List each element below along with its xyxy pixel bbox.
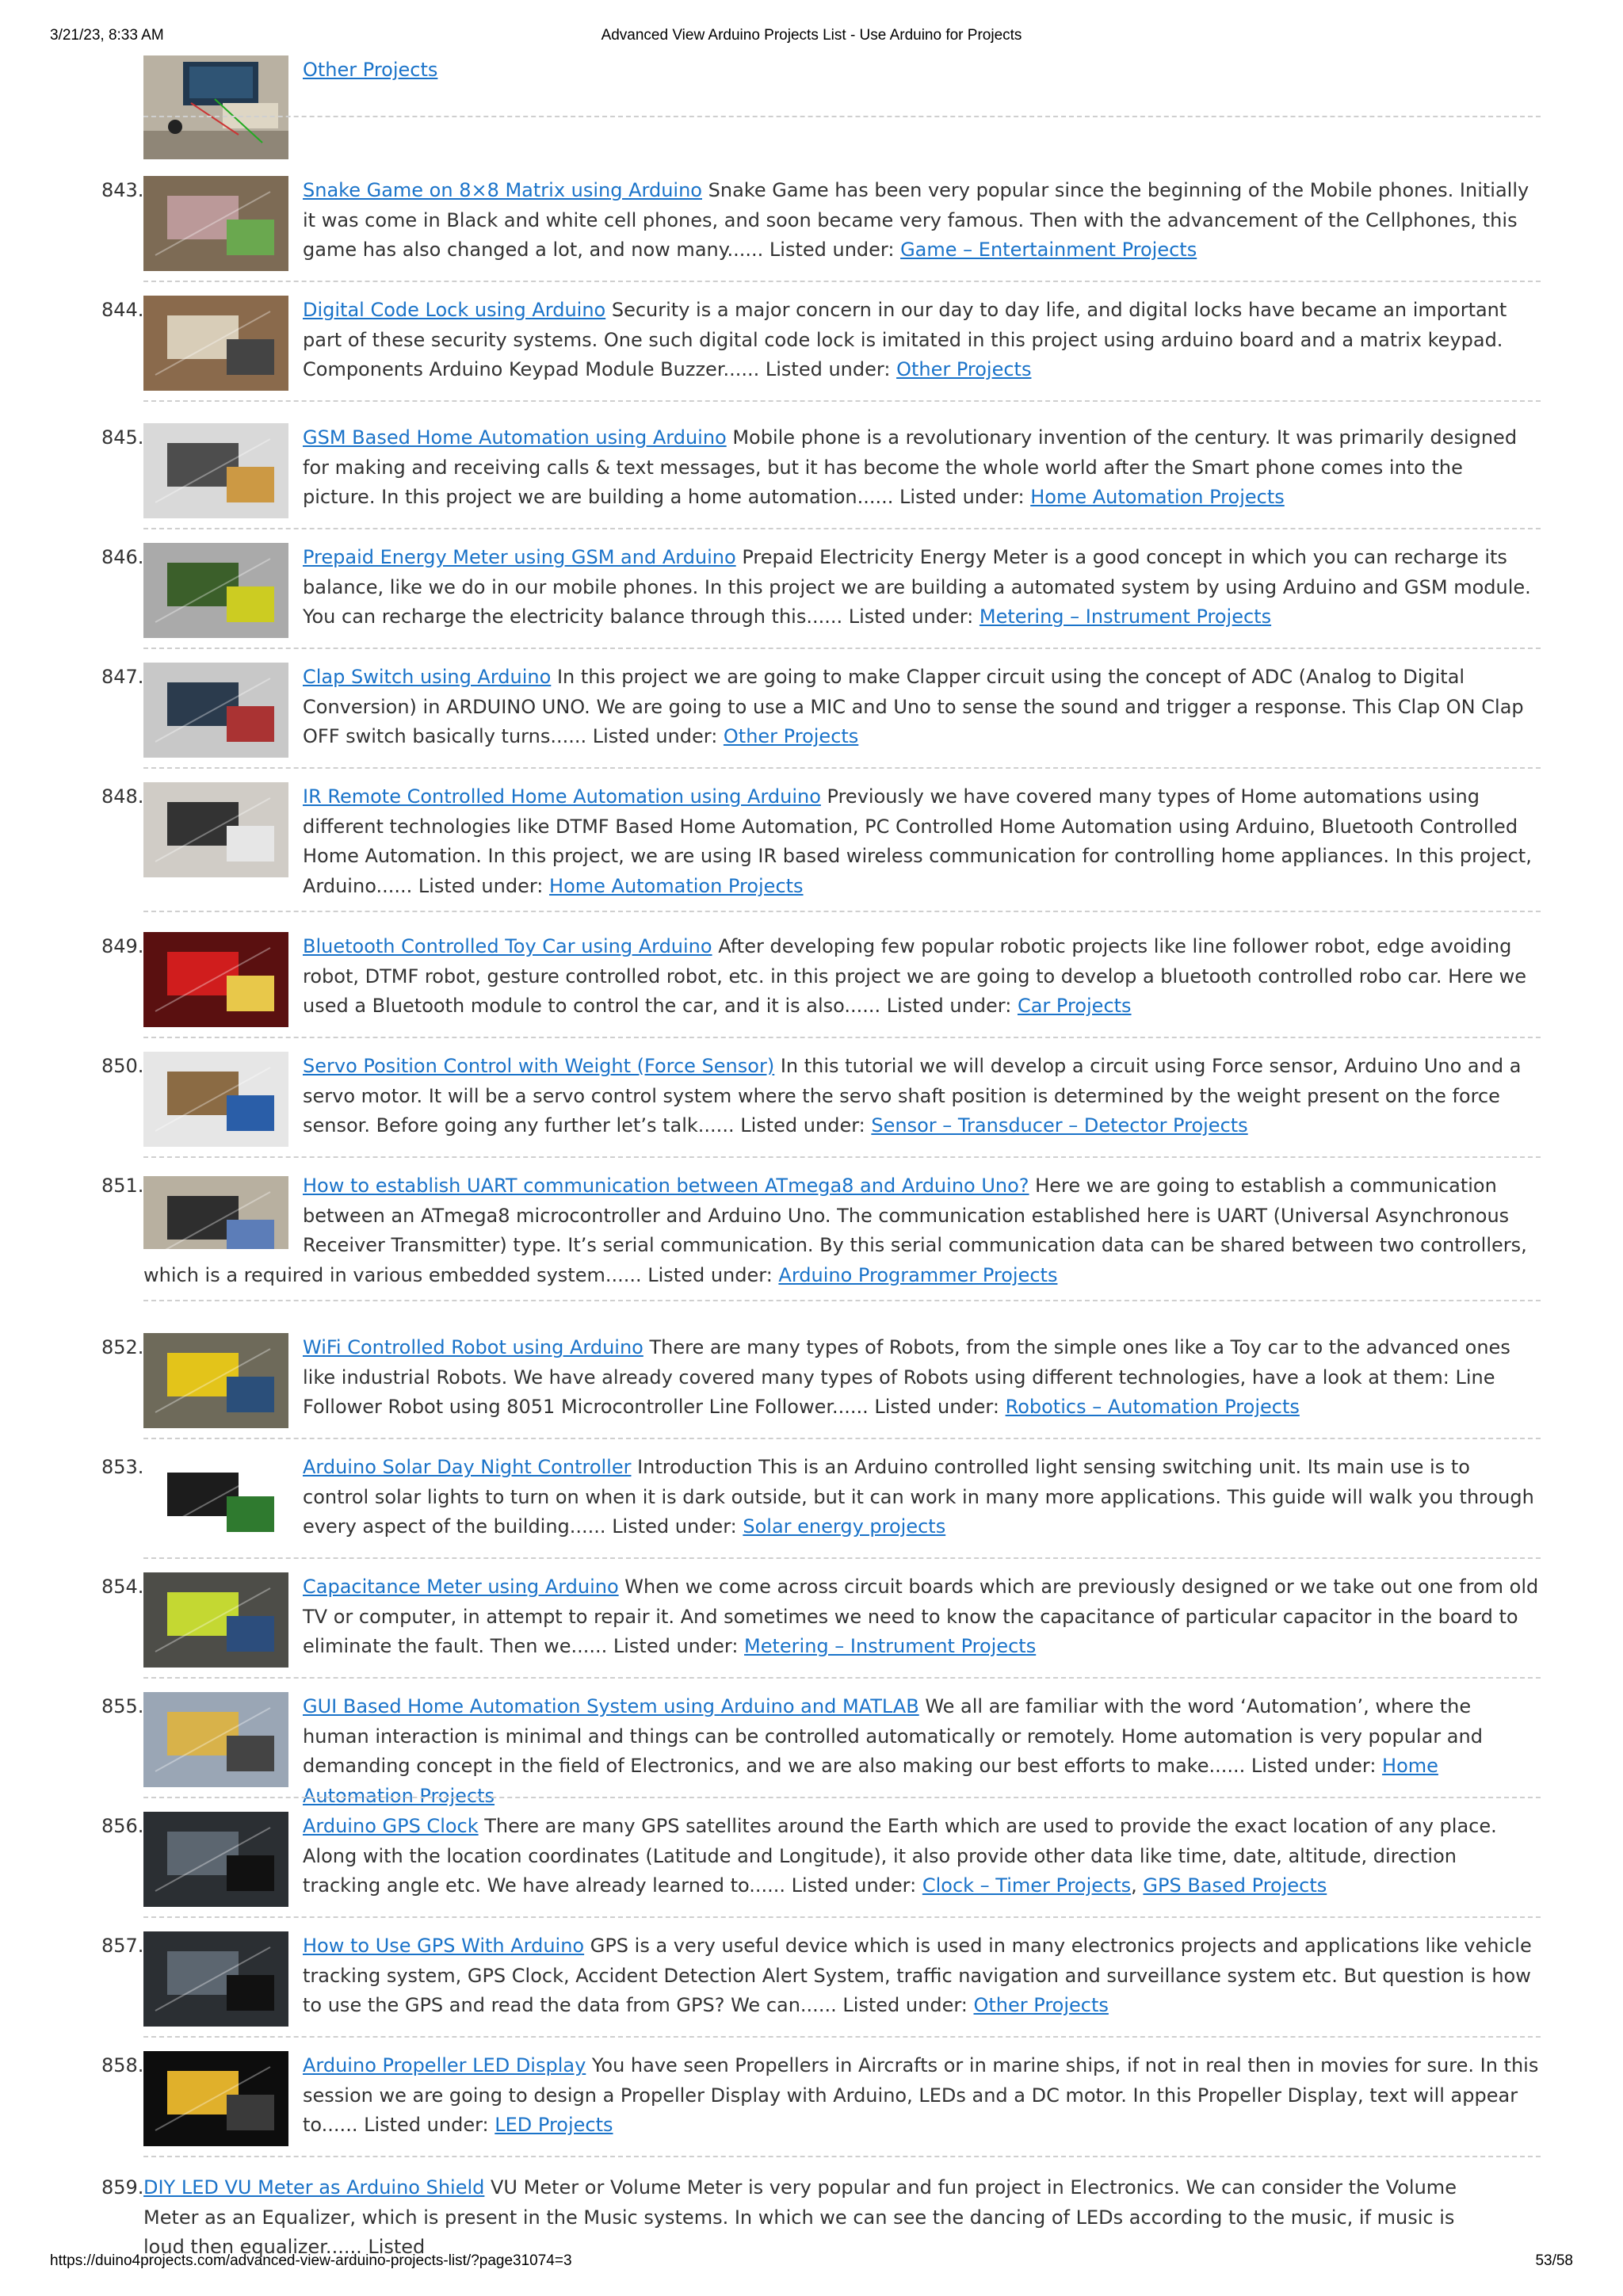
- project-thumbnail[interactable]: [143, 1812, 288, 1907]
- project-summary: There are many types of Robots, from the simple ones like a Toy car to the advanced ones like industrial Robots. We have already covered many types of Robots using different technologies, have a look at them: Line Follower Robot using 8051 Microcontroller Line Follower...... Listed under:: [303, 1336, 1510, 1418]
- project-summary: Here we are going to establish a communication between an ATmega8 microcontroller and Arduino Uno. The communication established here is UART (Universal Asynchronous Receiver Transmitter) type. It’s serial communication. By this serial communication data can be shared between two controllers, which is a required in various embedded system...... Listed under:: [143, 1175, 1527, 1286]
- project-summary: In this project we are going to make Clapper circuit using the concept of ADC (Analog to Digital Conversion) in ARDUINO UNO. We are going to use a MIC and Uno to sense the sound and trigger a response. This Clap ON Clap OFF switch basically turns...... Listed under:: [303, 666, 1524, 747]
- item-number: 859.: [101, 2176, 144, 2199]
- separator: [143, 2036, 1541, 2038]
- separator: [143, 2156, 1541, 2157]
- separator: [143, 767, 1541, 769]
- separator: [143, 1797, 1541, 1798]
- project-thumbnail[interactable]: [143, 1176, 288, 1249]
- project-summary: Snake Game has been very popular since the beginning of the Mobile phones. Initially it was come in Black and white cell phones, and soon became very famous. Then with the advancement of the Cellphones, this game has also changed a lot, and now many...... Listed under:: [303, 179, 1529, 261]
- item-number: 853.: [101, 1456, 144, 1478]
- project-title-link[interactable]: Digital Code Lock using Arduino: [303, 299, 606, 321]
- project-title-link[interactable]: GUI Based Home Automation System using Arduino and MATLAB: [303, 1695, 919, 1717]
- item-number: 851.: [101, 1175, 144, 1197]
- category-link[interactable]: Car Projects: [1017, 995, 1132, 1017]
- item-number: 850.: [101, 1055, 144, 1077]
- project-description: [303, 296, 1539, 385]
- print-footer: [0, 2252, 1623, 2276]
- project-description: [303, 1931, 1539, 2021]
- category-link[interactable]: Other Projects: [896, 358, 1032, 380]
- project-summary: Security is a major concern in our day to day life, and digital locks have became an important part of these security systems. One such digital code lock is imitated in this project using arduino board and a matrix keypad. Components Arduino Keypad Module Buzzer...... Listed under:: [303, 299, 1507, 380]
- separator: [143, 281, 1541, 282]
- project-thumbnail[interactable]: [143, 1692, 288, 1787]
- project-summary: Mobile phone is a revolutionary invention of the century. It was primarily designed for making and receiving calls & text messages, but it has become the whole world after the Smart phone comes into the picture. In this project we are building a home automation...... Listed under:: [303, 426, 1518, 508]
- category-link[interactable]: Metering – Instrument Projects: [744, 1635, 1037, 1657]
- project-thumbnail[interactable]: [143, 1333, 288, 1428]
- project-title-link[interactable]: Arduino Solar Day Night Controller: [303, 1456, 632, 1478]
- category-link[interactable]: Other Projects: [723, 725, 859, 747]
- project-title-link[interactable]: Bluetooth Controlled Toy Car using Arduino: [303, 935, 712, 957]
- project-summary: Introduction This is an Arduino controlled light sensing switching unit. Its main use is to control solar lights to turn on when it is dark outside, but it can work in many more applications. This guide will walk you through every aspect of the building...... Listed under:: [303, 1456, 1534, 1538]
- project-thumbnail[interactable]: [143, 932, 288, 1027]
- item-number: 848.: [101, 785, 144, 808]
- project-title-link[interactable]: Capacitance Meter using Arduino: [303, 1576, 619, 1598]
- project-thumbnail[interactable]: [143, 1572, 288, 1668]
- project-summary: After developing few popular robotic projects like line follower robot, edge avoiding robot, DTMF robot, gesture controlled robot, etc. in this project we are going to develop a bluetooth controlled robo car. Here we used a Bluetooth module to control the car, and it is also...... Listed under:: [303, 935, 1527, 1017]
- project-summary: We all are familiar with the word ‘Automation’, where the human interaction is minimal and things can be controlled automatically or remotely. Home automation is very popular and demanding concept in the field of Electronics, and we are also making our best efforts to make...... Listed under:: [303, 1695, 1483, 1777]
- project-summary: You have seen Propellers in Aircrafts or in marine ships, if not in real then in movies for sure. In this session we are going to design a Propeller Display with Arduino, LEDs and a DC motor. In this Propeller Display, text will appear to...... Listed under:: [303, 2054, 1539, 2136]
- project-title-link[interactable]: Arduino Propeller LED Display: [303, 2054, 586, 2076]
- category-link[interactable]: GPS Based Projects: [1143, 1874, 1327, 1897]
- print-url: https://duino4projects.com/advanced-view-arduino-projects-list/?page31074=3: [50, 2252, 572, 2269]
- category-link[interactable]: Game – Entertainment Projects: [900, 239, 1197, 261]
- item-number: 857.: [101, 1935, 144, 1957]
- project-thumbnail[interactable]: [143, 782, 288, 877]
- project-description: [303, 1692, 1539, 1811]
- project-thumbnail[interactable]: [143, 55, 288, 159]
- separator: [143, 648, 1541, 649]
- category-link[interactable]: Robotics – Automation Projects: [1005, 1396, 1300, 1418]
- project-title-link[interactable]: Snake Game on 8×8 Matrix using Arduino: [303, 179, 702, 201]
- item-number: 855.: [101, 1695, 144, 1717]
- item-number: 854.: [101, 1576, 144, 1598]
- item-number: 846.: [101, 546, 144, 568]
- category-link[interactable]: Metering – Instrument Projects: [979, 606, 1272, 628]
- project-description: [303, 1453, 1539, 1542]
- project-thumbnail[interactable]: [143, 1052, 288, 1147]
- project-description: [303, 176, 1539, 266]
- item-number: 856.: [101, 1815, 144, 1837]
- project-title-link[interactable]: IR Remote Controlled Home Automation using Arduino: [303, 785, 821, 808]
- project-title-link[interactable]: WiFi Controlled Robot using Arduino: [303, 1336, 643, 1358]
- page-number: 53/58: [1535, 2252, 1573, 2269]
- project-description: [303, 1572, 1539, 1662]
- item-number: 849.: [101, 935, 144, 957]
- item-number: 843.: [101, 179, 144, 201]
- project-thumbnail[interactable]: [143, 1453, 288, 1548]
- project-summary: When we come across circuit boards which are previously designed or we take out one from old TV or computer, in attempt to repair it. And sometimes we need to know the capacitance of particular capacitor in the board to eliminate the fault. Then we...... Listed under:: [303, 1576, 1539, 1657]
- item-number: 845.: [101, 426, 144, 449]
- category-link[interactable]: Solar energy projects: [743, 1515, 946, 1538]
- item-number: 844.: [101, 299, 144, 321]
- project-description: [303, 2051, 1539, 2141]
- project-summary: There are many GPS satellites around the Earth which are used to provide the exact location of any place. Along with the location coordinates (Latitude and Longitude), it also provide other data like time, date, altitude, direction tracking angle etc. We have already learned to...... Listed under:: [303, 1815, 1497, 1897]
- project-description: [303, 423, 1539, 513]
- separator: [143, 1300, 1541, 1301]
- project-summary: Prepaid Electricity Energy Meter is a good concept in which you can recharge its balance, like we do in our mobile phones. In this project we are building a automated system by using Arduino and GSM module. You can recharge the electricity balance through this...... Listed under:: [303, 546, 1531, 628]
- project-summary: GPS is a very useful device which is used in many electronics projects and applications like vehicle tracking system, GPS Clock, Accident Detection Alert System, traffic navigation and surveillance system etc. But question is how to use the GPS and read the data from GPS? We can...... Listed under:: [303, 1935, 1532, 2016]
- separator: [143, 911, 1541, 912]
- separator: [143, 1677, 1541, 1679]
- project-description: Arduino GPS Clock There are many GPS satellites around the Earth which are used to provide the exact location of any place. Along with the location coordinates (Latitude and Longitude), it also provide other data like time, date, altitude, direction tracking angle etc. We have already learned to...... Listed under: Clock – Timer Projects, GPS Based Projects: [303, 1815, 1497, 1897]
- project-summary: In this tutorial we will develop a circuit using Force sensor, Arduino Uno and a servo motor. It will be a servo control system where the servo shaft position is determined by the weight present on the force sensor. Before going any further let’s talk...... Listed under:: [303, 1055, 1522, 1137]
- project-description: [303, 1333, 1539, 1423]
- project-title-link[interactable]: Clap Switch using Arduino: [303, 666, 552, 688]
- project-description: [303, 782, 1539, 901]
- item-number: 852.: [101, 1336, 144, 1358]
- category-link[interactable]: Home Automation Projects: [1030, 486, 1285, 508]
- project-description: [303, 55, 1539, 86]
- category-link[interactable]: Other Projects: [973, 1994, 1109, 2016]
- item-number: 847.: [101, 666, 144, 688]
- project-description: [303, 663, 1539, 752]
- project-title-link[interactable]: Prepaid Energy Meter using GSM and Arduino: [303, 546, 736, 568]
- project-thumbnail[interactable]: [143, 2051, 288, 2146]
- project-description: [143, 2173, 1491, 2263]
- project-title-link[interactable]: DIY LED VU Meter as Arduino Shield: [143, 2176, 485, 2199]
- project-title-link[interactable]: How to Use GPS With Arduino: [303, 1935, 585, 1957]
- project-thumbnail[interactable]: [143, 296, 288, 391]
- item-number: 858.: [101, 2054, 144, 2076]
- project-title-link[interactable]: Arduino GPS Clock: [303, 1815, 479, 1837]
- project-thumbnail[interactable]: [143, 423, 288, 518]
- separator: [143, 1557, 1541, 1559]
- project-summary: VU Meter or Volume Meter is very popular and fun project in Electronics. We can consider the Volume Meter as an Equalizer, which is present in the Music systems. In which we can see the dancing of LEDs according to the music, if music is loud then equalizer...... Listed: [143, 2176, 1457, 2258]
- project-description: [303, 932, 1539, 1022]
- project-description: [143, 1171, 1541, 1290]
- category-link[interactable]: Other Projects: [303, 59, 438, 81]
- category-link[interactable]: Arduino Programmer Projects: [778, 1263, 1058, 1286]
- project-thumbnail[interactable]: [143, 176, 288, 271]
- project-description: [303, 543, 1539, 632]
- separator: [143, 1037, 1541, 1038]
- category-link[interactable]: Home Automation Projects: [549, 874, 804, 897]
- category-link[interactable]: Home Automation Projects: [303, 1755, 1438, 1807]
- separator: [143, 528, 1541, 529]
- separator: [143, 116, 1541, 117]
- separator: [143, 1438, 1541, 1439]
- project-title-link[interactable]: GSM Based Home Automation using Arduino: [303, 426, 727, 449]
- project-summary: Previously we have covered many types of Home automations using different technologies like DTMF Based Home Automation, PC Controlled Home Automation using Arduino, Bluetooth Controlled Home Automation. In this project, we are using IR based wireless communication for controlling home appliances. In this project, Arduino...... Listed under:: [303, 785, 1532, 897]
- print-date: 3/21/23, 8:33 AM: [50, 27, 164, 44]
- separator: [143, 1916, 1541, 1918]
- project-title-link[interactable]: Servo Position Control with Weight (Force Sensor): [303, 1055, 775, 1077]
- print-page-title: Advanced View Arduino Projects List - Use Arduino for Projects: [601, 27, 1022, 44]
- separator: [143, 400, 1541, 402]
- category-link[interactable]: Sensor – Transducer – Detector Projects: [871, 1114, 1248, 1137]
- category-link[interactable]: Clock – Timer Projects: [922, 1874, 1132, 1897]
- category-link[interactable]: LED Projects: [495, 2114, 613, 2136]
- project-thumbnail[interactable]: [143, 543, 288, 638]
- project-title-link[interactable]: How to establish UART communication between ATmega8 and Arduino Uno?: [303, 1175, 1029, 1197]
- project-thumbnail[interactable]: [143, 1931, 288, 2027]
- project-description: [303, 1052, 1539, 1141]
- separator: [143, 1156, 1541, 1158]
- project-thumbnail[interactable]: [143, 663, 288, 758]
